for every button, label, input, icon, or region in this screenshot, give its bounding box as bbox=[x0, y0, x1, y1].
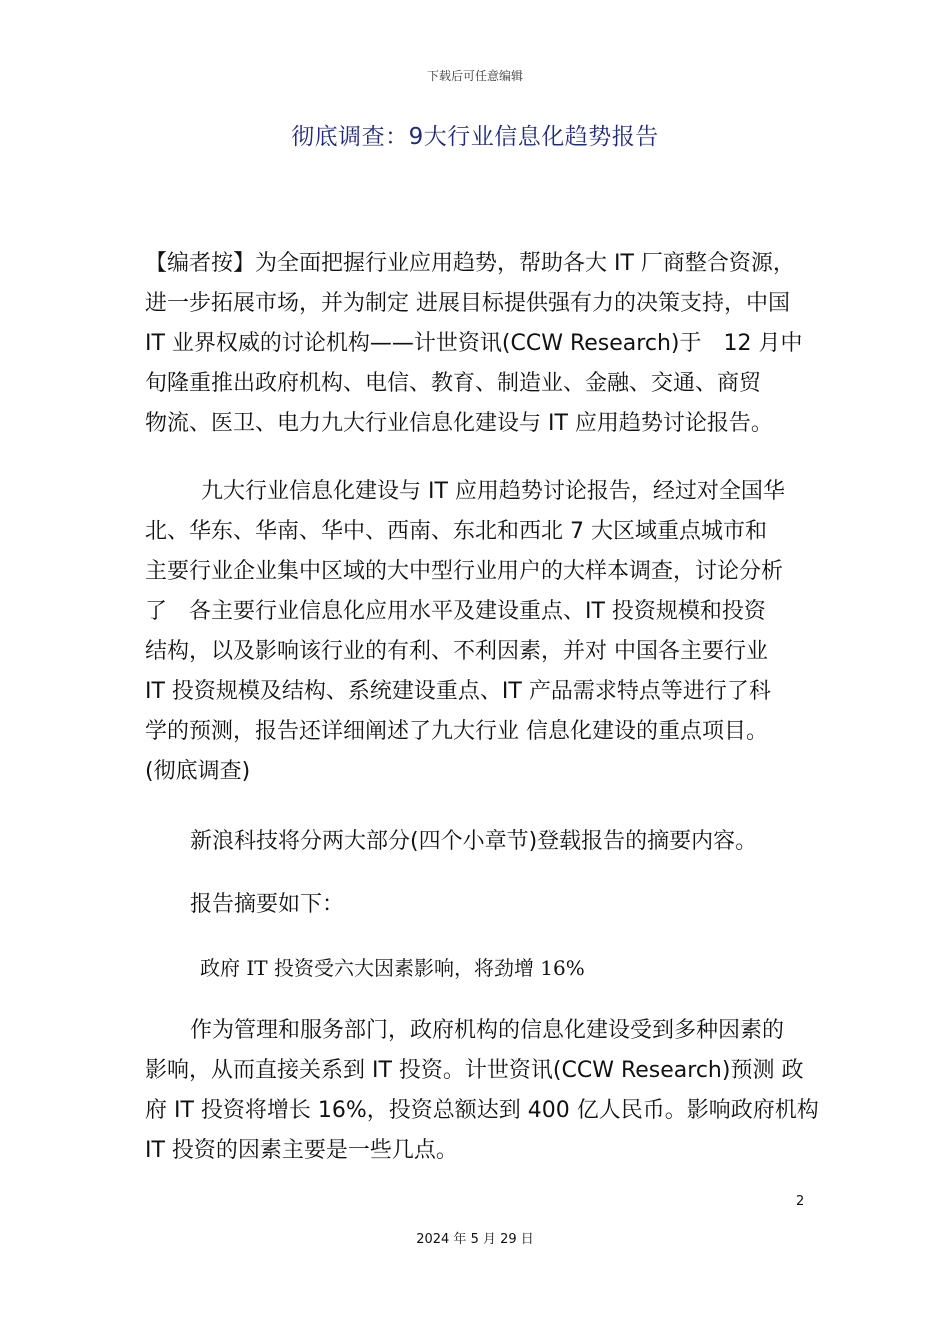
page-number: 2 bbox=[796, 1194, 805, 1209]
paragraph-line: 了 各主要行业信息化应用水平及建设重点、IT 投资规模和投资 bbox=[145, 599, 766, 624]
paragraph-line: 主要行业企业集中区域的大中型行业用户的大样本调查，讨论分析 bbox=[145, 559, 784, 584]
publication-note-paragraph: 新浪科技将分两大部分(四个小章节)登载报告的摘要内容。 bbox=[190, 829, 758, 854]
report-overview-paragraph bbox=[145, 472, 807, 792]
section-heading: 政府 IT 投资受六大因素影响，将劲增 16% bbox=[200, 956, 585, 980]
header-note: 下载后可任意编辑 bbox=[426, 69, 523, 83]
paragraph-line: IT 投资规模及结构、系统建设重点、IT 产品需求特点等进行了科 bbox=[145, 679, 771, 704]
paragraph-line: IT 投资的因素主要是一些几点。 bbox=[145, 1138, 458, 1163]
paragraph-line: 影响，从而直接关系到 IT 投资。计世资讯(CCW Research)预测 政 bbox=[145, 1058, 804, 1083]
paragraph-line: 作为管理和服务部门，政府机构的信息化建设受到多种因素的 bbox=[190, 1018, 785, 1043]
paragraph-line: 【编者按】为全面把握行业应用趋势，帮助各大 IT 厂商整合资源， bbox=[145, 251, 795, 276]
summary-intro-paragraph: 报告摘要如下： bbox=[190, 892, 345, 917]
paragraph-line: 旬隆重推出政府机构、电信、教育、制造业、金融、交通、商贸 bbox=[145, 371, 762, 396]
paragraph-line: 物流、医卫、电力九大行业信息化建设与 IT 应用趋势讨论报告。 bbox=[145, 411, 773, 436]
editor-note-paragraph bbox=[145, 244, 807, 444]
government-it-paragraph bbox=[145, 1011, 819, 1171]
paragraph-line: 北、华东、华南、华中、西南、东北和西北 7 大区域重点城市和 bbox=[145, 519, 767, 544]
paragraph-line: 九大行业信息化建设与 IT 应用趋势讨论报告，经过对全国华 bbox=[201, 479, 785, 504]
paragraph-line: 结构，以及影响该行业的有利、不利因素，并对 中国各主要行业 bbox=[145, 639, 768, 664]
footer-date: 2024 年 5 月 29 日 bbox=[416, 1232, 534, 1247]
paragraph-line: IT 业界权威的讨论机构——计世资讯(CCW Research)于 12 月中 bbox=[145, 331, 803, 356]
paragraph-line: 学的预测，报告还详细阐述了九大行业 信息化建设的重点项目。 bbox=[145, 719, 768, 744]
paragraph-line: 进一步拓展市场，并为制定 进展目标提供强有力的决策支持，中国 bbox=[145, 291, 790, 316]
paragraph-line: (彻底调查) bbox=[145, 759, 251, 784]
paragraph-line: 府 IT 投资将增长 16%，投资总额达到 400 亿人民币。影响政府机构 bbox=[145, 1098, 819, 1123]
document-title: 彻底调查：9大行业信息化趋势报告 bbox=[291, 124, 659, 150]
